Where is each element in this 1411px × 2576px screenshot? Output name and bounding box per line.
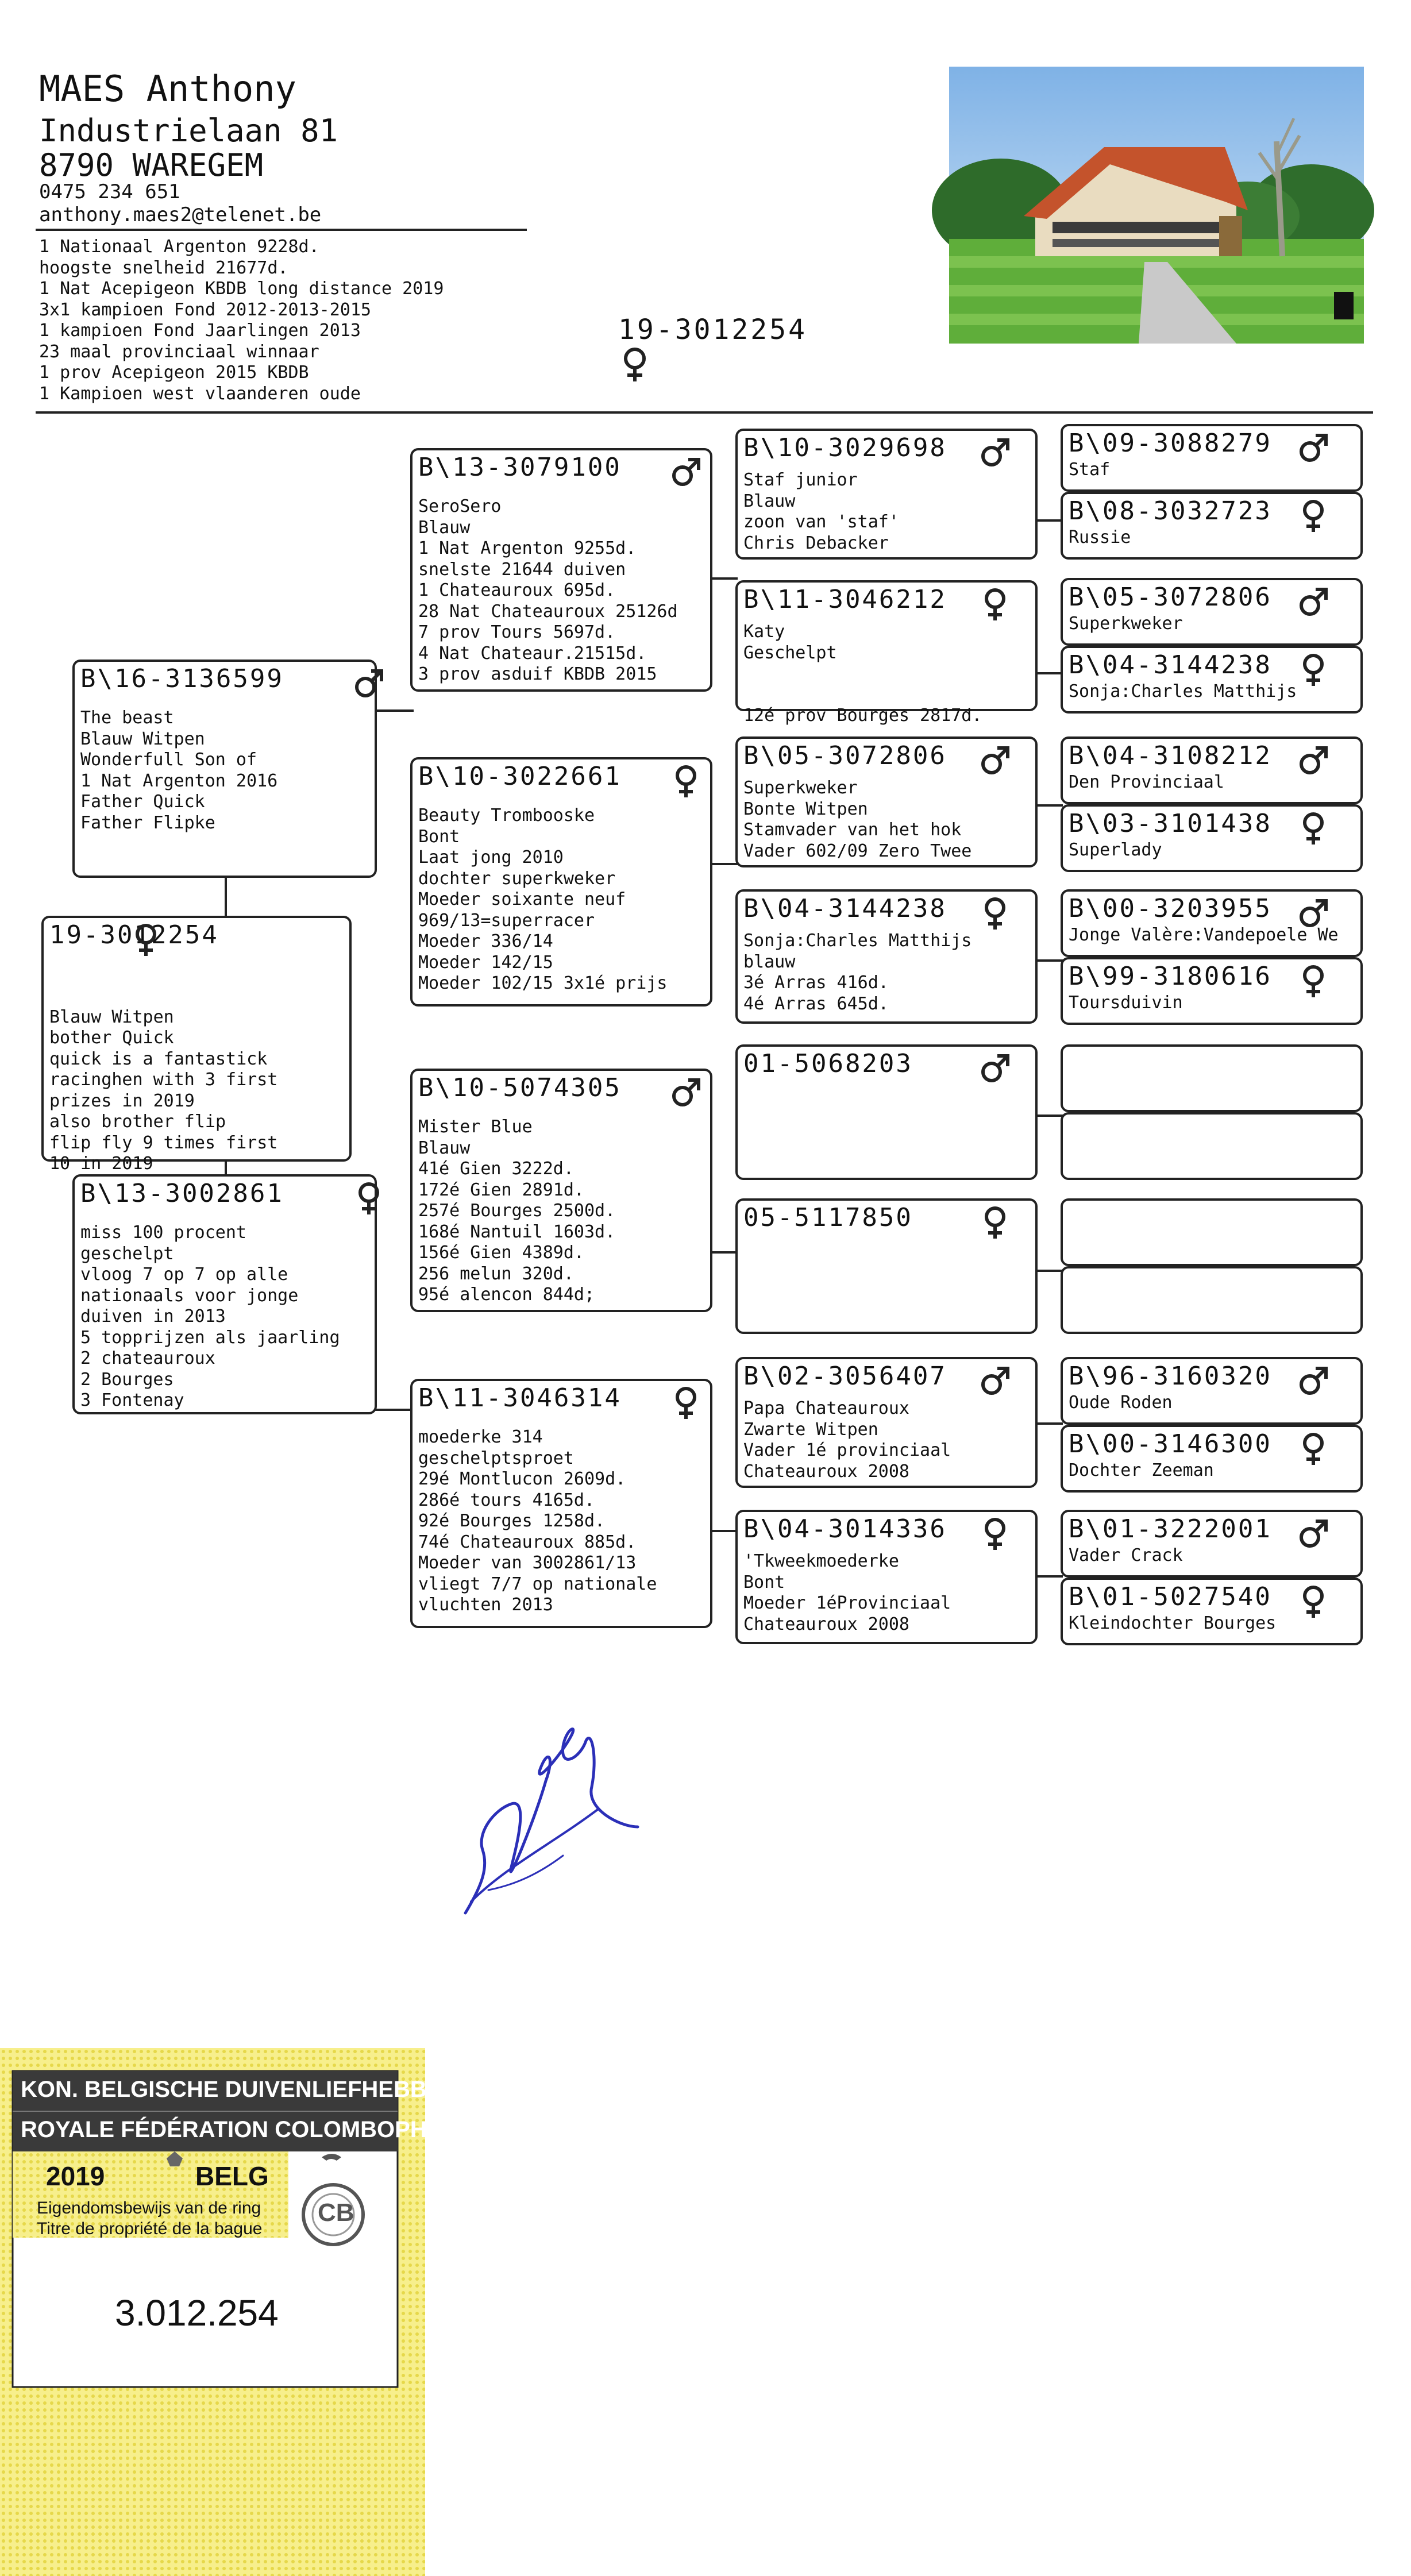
- pigeon-notes: [743, 1398, 951, 1482]
- note-line: Vader Crack: [1069, 1545, 1183, 1565]
- note-line: Laat jong 2010: [418, 847, 564, 867]
- note-line: Dochter Zeeman: [1069, 1460, 1214, 1480]
- sex-symbol: [979, 896, 1011, 931]
- note-line: Stamvader van het hok: [743, 820, 962, 840]
- pigeon-card-ssd: [735, 580, 1038, 726]
- note-line: 286é tours 4165d.: [418, 1490, 595, 1510]
- sex-symbol: [670, 1075, 702, 1110]
- ring-number: B\02-3056407: [743, 1362, 947, 1391]
- pigeon-card-g14: [1061, 1425, 1363, 1493]
- owner-city: 8790 WAREGEM: [39, 147, 264, 183]
- note-line: 3 prov asduif KBDB 2015: [418, 664, 657, 684]
- pigeon-card-ddd: [735, 1510, 1038, 1644]
- connector: [710, 577, 738, 580]
- note-line: 256 melun 320d.: [418, 1263, 574, 1284]
- note-line: [743, 685, 982, 706]
- note-line: Blauw Witpen: [80, 728, 205, 749]
- note-line: 41é Gien 3222d.: [418, 1159, 574, 1179]
- note-line: 2 Bourges: [80, 1369, 174, 1390]
- achievement-line: 23 maal provinciaal winnaar: [39, 341, 319, 362]
- male-icon: [1297, 585, 1329, 619]
- pigeon-card-g6: [1061, 804, 1363, 872]
- pigeon-card-sss: [735, 429, 1038, 560]
- note-line: zoon van 'staf': [743, 512, 899, 532]
- note-line: Superkweker: [1069, 614, 1183, 634]
- note-line: Jonge Valère:Vandepoele We: [1069, 925, 1339, 945]
- connector: [225, 878, 227, 916]
- note-line: Kleindochter Bourges: [1069, 1613, 1277, 1633]
- male-icon: [670, 455, 702, 489]
- pigeon-notes: [1069, 460, 1110, 481]
- pigeon-card-g11: [1061, 1198, 1363, 1266]
- ring-number: B\04-3108212: [1069, 741, 1272, 770]
- sex-symbol: [670, 764, 702, 799]
- note-line: SeroSero: [418, 496, 502, 516]
- ring-number: 19-3012254: [49, 920, 219, 950]
- note-line: 92é Bourges 1258d.: [418, 1511, 606, 1531]
- pigeon-card-ds: [410, 1069, 712, 1312]
- note-line: [743, 664, 982, 685]
- note-line: 29é Montlucon 2609d.: [418, 1469, 626, 1489]
- note-line: Blauw Witpen: [49, 1007, 174, 1027]
- connector: [1035, 1422, 1063, 1425]
- sex-symbol: [1297, 1432, 1329, 1466]
- male-icon: [1297, 1517, 1329, 1551]
- sticker-ring-number: 3.012.254: [115, 2292, 279, 2334]
- federation-logo: CB: [318, 2199, 354, 2227]
- female-icon: [1297, 1432, 1329, 1466]
- note-line: Sonja:Charles Matthijs: [1069, 681, 1297, 701]
- ring-number: B\13-3079100: [418, 453, 622, 482]
- note-line: Superkweker: [743, 778, 858, 798]
- note-line: 3 Fontenay: [80, 1390, 184, 1410]
- pigeon-card-sdd: [735, 889, 1038, 1024]
- female-icon: [979, 896, 1011, 931]
- photo-corner-mark: [1334, 292, 1354, 319]
- pigeon-card-g12: [1061, 1266, 1363, 1334]
- male-icon: [979, 1364, 1011, 1398]
- note-line: 12é prov Bourges 2817d.: [743, 705, 982, 726]
- note-line: Bont: [743, 1572, 785, 1592]
- note-line: Moeder soixante neuf: [418, 889, 626, 909]
- owner-street: Industrielaan 81: [39, 113, 338, 149]
- subject-ring: 19-3012254: [618, 314, 807, 346]
- connector: [1035, 672, 1063, 674]
- ring-number: B\11-3046314: [418, 1383, 622, 1413]
- pigeon-card-sire: [72, 660, 377, 878]
- note-line: Staf: [1069, 460, 1111, 480]
- ring-number: 01-5068203: [743, 1049, 913, 1078]
- ring-number: B\08-3032723: [1069, 496, 1272, 526]
- female-icon: [353, 1181, 385, 1216]
- owner-email[interactable]: anthony.maes2@telenet.be: [39, 203, 322, 226]
- pigeon-card-ss: [410, 448, 712, 692]
- pigeon-notes: [80, 708, 277, 834]
- sticker-year: 2019: [46, 2161, 105, 2191]
- note-line: also brother flip: [49, 1112, 226, 1132]
- pigeon-card-g10: [1061, 1112, 1363, 1180]
- connector: [1035, 959, 1063, 962]
- note-line: Wonderfull Son of: [80, 750, 257, 770]
- note-line: Moeder 336/14: [418, 931, 553, 951]
- pigeon-notes: [1069, 1460, 1214, 1482]
- pigeon-notes: [743, 931, 971, 1015]
- sticker-country: BELG: [195, 2161, 269, 2191]
- female-icon: [670, 764, 702, 799]
- pigeon-card-pigeon: [41, 916, 352, 1174]
- note-line: 28 Nat Chateauroux 25126d: [418, 601, 678, 622]
- loft-photo: [949, 67, 1364, 344]
- ring-number: B\01-5027540: [1069, 1582, 1272, 1611]
- female-icon: [979, 1205, 1011, 1240]
- pigeon-card-sds: [735, 736, 1038, 867]
- sex-symbol: [670, 1386, 702, 1420]
- note-line: 257é Bourges 2500d.: [418, 1201, 616, 1221]
- note-line: miss 100 procent: [80, 1223, 246, 1243]
- female-icon: [1297, 1584, 1329, 1619]
- note-line: vloog 7 op 7 op alle: [80, 1264, 288, 1285]
- pigeon-notes: [1069, 1545, 1183, 1567]
- pigeon-notes: [743, 470, 899, 554]
- sex-symbol: [1297, 964, 1329, 998]
- note-line: quick is a fantastick: [49, 1048, 268, 1069]
- ring-number: B\10-5074305: [418, 1073, 622, 1102]
- connector: [1035, 519, 1063, 522]
- note-line: Moeder 142/15: [418, 952, 553, 973]
- pigeon-notes: [743, 1551, 951, 1635]
- achievement-line: 3x1 kampioen Fond 2012-2013-2015: [39, 299, 371, 320]
- pigeon-card-g1: [1061, 424, 1363, 492]
- note-line: dochter superkweker: [418, 868, 616, 889]
- connector: [1035, 1575, 1063, 1578]
- connector: [710, 1251, 738, 1254]
- note-line: Moeder 1éProvinciaal: [743, 1593, 951, 1613]
- note-line: 10 in 2019: [49, 1154, 153, 1174]
- pigeon-card-g2: [1061, 492, 1363, 560]
- note-line: Blauw: [418, 517, 471, 538]
- sticker-label-fr: Titre de propriété de la bague: [37, 2219, 263, 2238]
- ring-number: B\09-3088279: [1069, 429, 1272, 458]
- note-line: bother Quick: [49, 1028, 174, 1048]
- owner-phone: 0475 234 651: [39, 180, 180, 203]
- note-line: Father Flipke: [80, 812, 215, 833]
- note-line: Papa Chateauroux: [743, 1398, 909, 1418]
- ring-number: B\01-3222001: [1069, 1514, 1272, 1544]
- achievement-line: 1 Kampioen west vlaanderen oude: [39, 383, 361, 404]
- note-line: Chateauroux 2008: [743, 1614, 909, 1634]
- pigeon-notes: [743, 778, 971, 862]
- female-icon: [619, 346, 650, 383]
- connector: [1035, 1115, 1063, 1117]
- pigeon-card-dsd: [735, 1198, 1038, 1334]
- female-icon: [979, 587, 1011, 622]
- note-line: Staf junior: [743, 470, 858, 490]
- ring-number: B\11-3046212: [743, 585, 947, 614]
- note-line: [49, 986, 277, 1007]
- note-line: 7 prov Tours 5697d.: [418, 622, 616, 642]
- pigeon-notes: [1069, 925, 1339, 946]
- male-icon: [353, 666, 385, 701]
- female-icon: [130, 923, 162, 957]
- ring-number: B\04-3144238: [1069, 650, 1272, 680]
- pigeon-card-g16: [1061, 1578, 1363, 1645]
- ring-certificate: [0, 2048, 548, 2576]
- note-line: 1 Nat Argenton 2016: [80, 770, 278, 791]
- ring-number: B\16-3136599: [80, 664, 284, 693]
- male-icon: [979, 1051, 1011, 1086]
- sex-symbol: [979, 1205, 1011, 1240]
- ring-number: B\04-3014336: [743, 1514, 947, 1544]
- pigeon-card-dss: [735, 1044, 1038, 1180]
- sex-symbol: [353, 666, 385, 701]
- note-line: 95é alencon 844d;: [418, 1285, 595, 1305]
- pigeon-notes: [418, 1117, 615, 1306]
- note-line: Bont: [418, 826, 460, 847]
- note-line: Russie: [1069, 527, 1131, 547]
- sex-symbol: [979, 743, 1011, 778]
- female-icon: [1297, 964, 1329, 998]
- connector: [375, 1409, 414, 1411]
- note-line: Moeder van 3002861/13: [418, 1553, 637, 1573]
- female-icon: [979, 1517, 1011, 1551]
- pigeon-notes: [1069, 772, 1224, 793]
- connector: [710, 1530, 738, 1532]
- ring-number: B\05-3072806: [743, 741, 947, 770]
- note-line: Sonja:Charles Matthijs: [743, 931, 972, 951]
- note-line: Mister Blue: [418, 1117, 533, 1137]
- note-line: Blauw: [743, 491, 796, 511]
- note-line: 168é Nantuil 1603d.: [418, 1221, 616, 1242]
- note-line: The beast: [80, 708, 174, 728]
- pigeon-notes: [418, 496, 678, 685]
- pigeon-card-g4: [1061, 646, 1363, 714]
- pigeon-notes: [1069, 840, 1162, 861]
- ring-number: B\04-3144238: [743, 894, 947, 923]
- female-icon: [670, 1386, 702, 1420]
- sex-symbol: [130, 923, 162, 957]
- note-line: 3é Arras 416d.: [743, 973, 889, 993]
- note-line: 5 topprijzen als jaarling: [80, 1327, 340, 1348]
- note-line: nationaals voor jonge: [80, 1285, 299, 1306]
- sex-symbol: [1297, 743, 1329, 778]
- ring-number: B\96-3160320: [1069, 1362, 1272, 1391]
- sex-symbol: [1297, 653, 1329, 687]
- ring-number: B\03-3101438: [1069, 809, 1272, 838]
- connector: [710, 863, 738, 865]
- achievements-list: [39, 237, 444, 404]
- pigeon-notes: [418, 1427, 657, 1616]
- pigeon-card-dam: [72, 1174, 377, 1414]
- sex-symbol: [979, 587, 1011, 622]
- note-line: geschelpt: [80, 1243, 174, 1264]
- sex-symbol: [670, 455, 702, 489]
- sex-symbol: [979, 1517, 1011, 1551]
- pigeon-card-g7: [1061, 889, 1363, 957]
- note-line: Katy: [743, 622, 785, 642]
- pigeon-notes: [1069, 527, 1131, 549]
- header-bottom-rule: [36, 411, 1373, 414]
- note-line: 4é Arras 645d.: [743, 993, 889, 1014]
- note-line: Oude Roden: [1069, 1393, 1173, 1413]
- connector: [1035, 804, 1063, 807]
- achievement-line: 1 kampioen Fond Jaarlingen 2013: [39, 321, 361, 341]
- sex-symbol: [979, 435, 1011, 470]
- note-line: duiven in 2013: [80, 1306, 226, 1326]
- sticker-title-fr: ROYALE FÉDÉRATION COLOMBOPHILE BELGE: [21, 2117, 548, 2142]
- sex-symbol: [1297, 1584, 1329, 1619]
- note-line: 1 Chateauroux 695d.: [418, 580, 616, 600]
- note-line: 1 Nat Argenton 9255d.: [418, 538, 637, 558]
- achievement-line: 1 Nat Acepigeon KBDB long distance 2019: [39, 279, 444, 299]
- note-line: Beauty Trombooske: [418, 805, 595, 826]
- sex-symbol: [1297, 499, 1329, 533]
- note-line: 'Tkweekmoederke: [743, 1551, 899, 1571]
- note-line: flip fly 9 times first: [49, 1132, 278, 1153]
- pigeon-notes: [743, 622, 982, 727]
- male-icon: [1297, 743, 1329, 778]
- note-line: Geschelpt: [743, 642, 837, 663]
- note-line: 4 Nat Chateaur.21515d.: [418, 643, 647, 664]
- note-line: Bonte Witpen: [743, 799, 868, 819]
- note-line: Vader 1é provinciaal: [743, 1440, 951, 1460]
- sex-symbol: [1297, 1364, 1329, 1398]
- male-icon: [670, 1075, 702, 1110]
- pigeon-notes: [1069, 1393, 1173, 1414]
- achievement-line: 1 prov Acepigeon 2015 KBDB: [39, 363, 309, 383]
- header-rule: [36, 229, 527, 231]
- note-line: Father Quick: [80, 792, 205, 812]
- male-icon: [979, 435, 1011, 470]
- note-line: Den Provinciaal: [1069, 772, 1224, 792]
- sex-symbol: [979, 1364, 1011, 1398]
- note-line: moederke 314: [418, 1427, 543, 1447]
- note-line: vliegt 7/7 op nationale: [418, 1574, 657, 1594]
- pigeon-notes: [1069, 681, 1297, 703]
- note-line: Zwarte Witpen: [743, 1419, 878, 1440]
- connector: [1035, 1270, 1063, 1272]
- ring-number: B\13-3002861: [80, 1179, 284, 1208]
- sex-symbol: [1297, 1517, 1329, 1551]
- pigeon-notes: [80, 1223, 340, 1412]
- ring-number: B\00-3146300: [1069, 1429, 1272, 1459]
- pigeon-card-g13: [1061, 1357, 1363, 1425]
- note-line: 156é Gien 4389d.: [418, 1243, 584, 1263]
- pigeon-card-sd: [410, 757, 712, 1007]
- note-line: prizes in 2019: [49, 1090, 195, 1111]
- ring-number: 05-5117850: [743, 1203, 913, 1232]
- note-line: 172é Gien 2891d.: [418, 1179, 584, 1200]
- achievement-line: hoogste snelheid 21677d.: [39, 257, 288, 278]
- sex-symbol: [353, 1181, 385, 1216]
- note-line: blauw: [743, 951, 796, 972]
- ring-number: B\00-3203955: [1069, 894, 1272, 923]
- note-line: Chris Debacker: [743, 533, 889, 553]
- pigeon-card-g3: [1061, 578, 1363, 646]
- female-icon: [1297, 499, 1329, 533]
- sex-symbol: [979, 1051, 1011, 1086]
- owner-name: MAES Anthony: [39, 68, 296, 110]
- note-line: Vader 602/09 Zero Twee: [743, 840, 972, 861]
- pigeon-card-g5: [1061, 736, 1363, 804]
- ring-number: B\99-3180616: [1069, 962, 1272, 991]
- pigeon-card-g15: [1061, 1510, 1363, 1578]
- sex-symbol: [1297, 811, 1329, 846]
- achievement-line: 1 Nationaal Argenton 9228d.: [39, 237, 319, 257]
- note-line: Toursduivin: [1069, 993, 1183, 1013]
- pigeon-notes: [1069, 993, 1183, 1014]
- ring-number: B\05-3072806: [1069, 583, 1272, 612]
- male-icon: [979, 743, 1011, 778]
- male-icon: [1297, 1364, 1329, 1398]
- note-line: Chateauroux 2008: [743, 1461, 909, 1482]
- pigeon-card-dds: [735, 1357, 1038, 1488]
- sticker-label-nl: Eigendomsbewijs van de ring: [37, 2199, 261, 2218]
- note-line: 74é Chateauroux 885d.: [418, 1532, 637, 1552]
- note-line: Superlady: [1069, 840, 1162, 860]
- note-line: vluchten 2013: [418, 1595, 553, 1615]
- note-line: Moeder 102/15 3x1é prijs: [418, 973, 668, 993]
- ring-number: B\10-3022661: [418, 762, 622, 791]
- pigeon-notes: [1069, 1613, 1276, 1634]
- pigeon-card-dd: [410, 1379, 712, 1628]
- ring-number: B\10-3029698: [743, 433, 947, 462]
- pigeon-notes: [418, 805, 667, 994]
- note-line: Blauw: [418, 1137, 471, 1158]
- pigeon-card-g9: [1061, 1044, 1363, 1112]
- note-line: snelste 21644 duiven: [418, 559, 626, 580]
- pigeon-card-g8: [1061, 957, 1363, 1025]
- note-line: racinghen with 3 first: [49, 1070, 278, 1090]
- female-icon: [1297, 811, 1329, 846]
- male-icon: [1297, 431, 1329, 465]
- sex-symbol: [1297, 431, 1329, 465]
- pigeon-notes: [49, 986, 277, 1175]
- sex-symbol: [1297, 585, 1329, 619]
- signature: [448, 1695, 643, 1936]
- note-line: 969/13=superracer: [418, 910, 595, 931]
- female-icon: [1297, 653, 1329, 687]
- pigeon-notes: [1069, 614, 1183, 635]
- note-line: 2 chateauroux: [80, 1348, 215, 1368]
- connector: [375, 709, 414, 712]
- note-line: geschelptsproet: [418, 1448, 574, 1468]
- sticker-title-nl: KON. BELGISCHE DUIVENLIEFHEBBERSBOND: [21, 2077, 542, 2102]
